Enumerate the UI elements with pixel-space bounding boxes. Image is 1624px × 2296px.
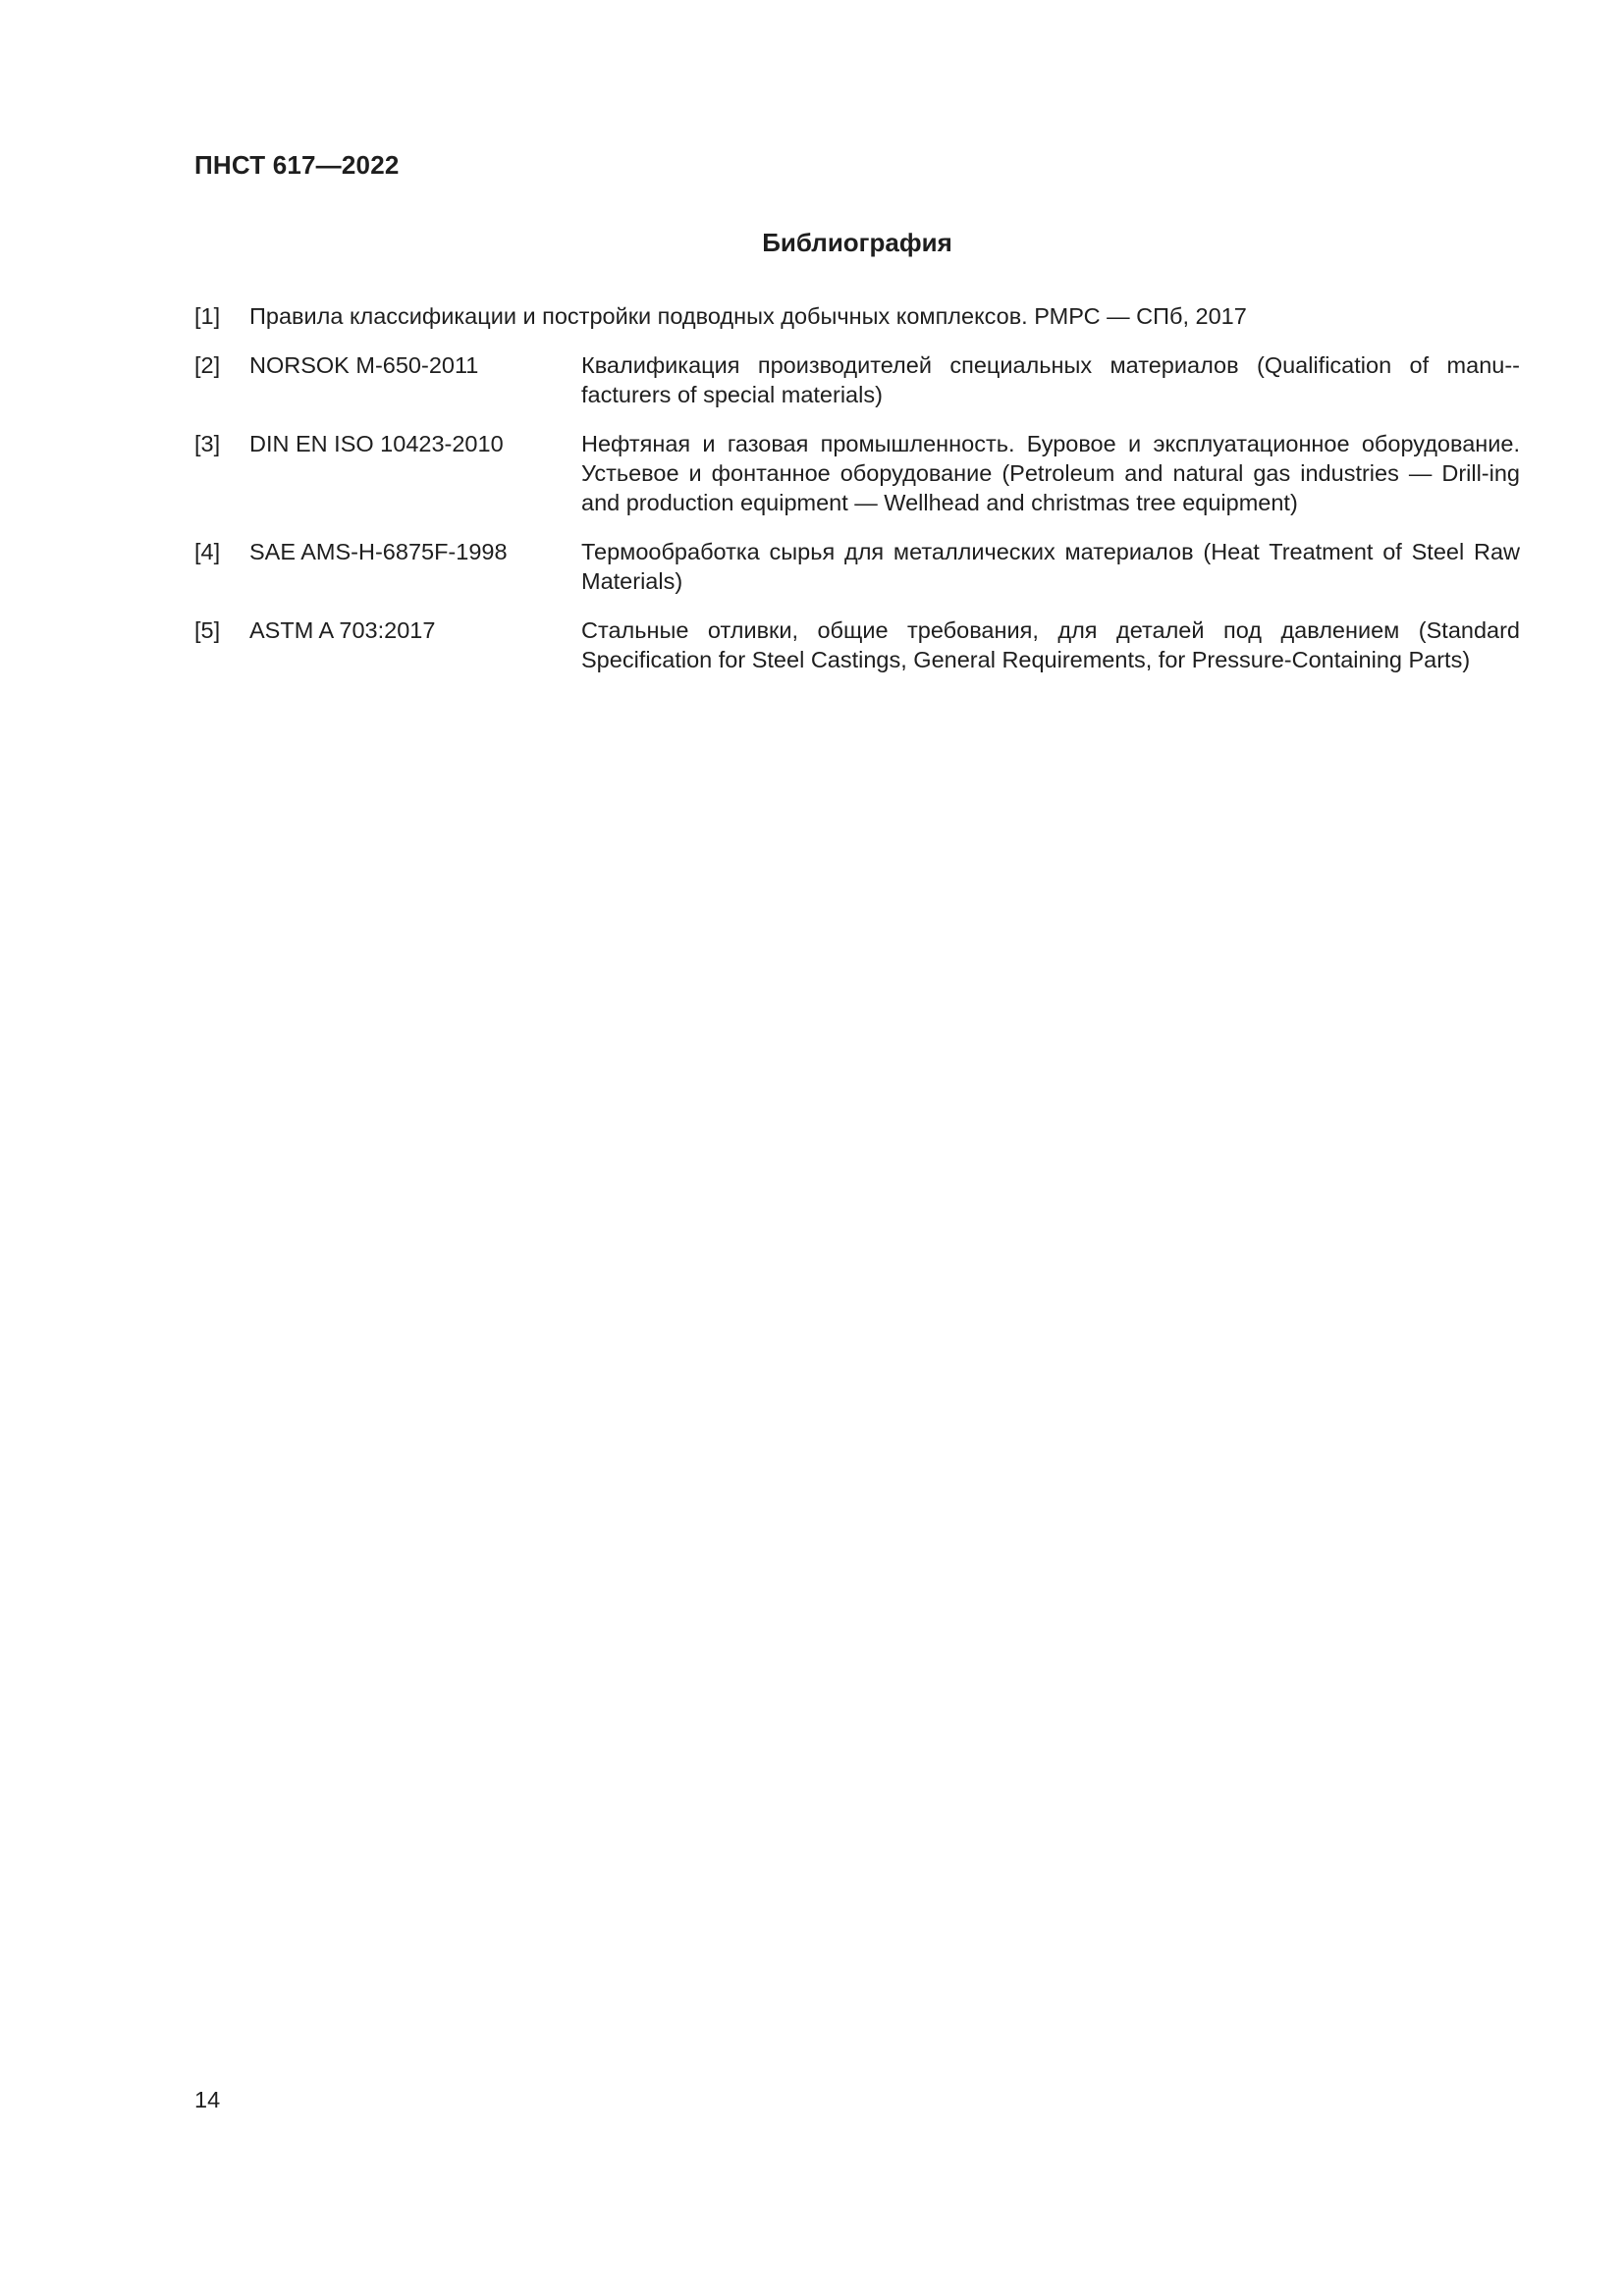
bibliography-item-4 bbox=[194, 537, 1520, 596]
page-number: 14 bbox=[194, 2087, 221, 2112]
bibliography-number: [1] bbox=[194, 303, 221, 329]
bibliography-item-5 bbox=[194, 615, 1520, 674]
bibliography-item-3 bbox=[194, 429, 1520, 517]
bibliography-item-1 bbox=[194, 301, 1520, 331]
bibliography-text: Правила классификации и постройки подводных добычных комплексов. РМРС — СПб, 2017 bbox=[249, 303, 1247, 329]
bibliography-code: DIN EN ISO 10423-2010 bbox=[249, 431, 504, 456]
bibliography-code: ASTM A 703:2017 bbox=[249, 617, 436, 643]
bibliography-list bbox=[194, 301, 1520, 694]
bibliography-description: Квалификация производителей специальных материалов (Qualification of manu-facturers of special materials) bbox=[581, 352, 1520, 407]
bibliography-code: SAE AMS-H-6875F-1998 bbox=[249, 539, 508, 564]
bibliography-description: Стальные отливки, общие требования, для деталей под давлением (Standard Specification for Steel Castings, General Requirements, for Pressure-Containing Parts) bbox=[581, 617, 1520, 672]
bibliography-number: [4] bbox=[194, 539, 221, 564]
bibliography-number: [2] bbox=[194, 352, 221, 378]
document-code: ПНСТ 617—2022 bbox=[194, 150, 400, 180]
bibliography-description: Термообработка сырья для металлических материалов (Heat Treatment of Steel Raw Materials) bbox=[581, 539, 1520, 594]
bibliography-code: NORSOK M-650-2011 bbox=[249, 352, 479, 378]
bibliography-item-2 bbox=[194, 350, 1520, 409]
bibliography-number: [5] bbox=[194, 617, 221, 643]
bibliography-number: [3] bbox=[194, 431, 221, 456]
bibliography-description: Нефтяная и газовая промышленность. Буровое и эксплуатационное оборудование. Устьевое и фонтанное оборудование (Petroleum and natural gas industries — Drill-ing and production equipment — Wellhead and christmas tree equipment) bbox=[581, 431, 1520, 515]
section-title: Библиография bbox=[762, 228, 952, 257]
